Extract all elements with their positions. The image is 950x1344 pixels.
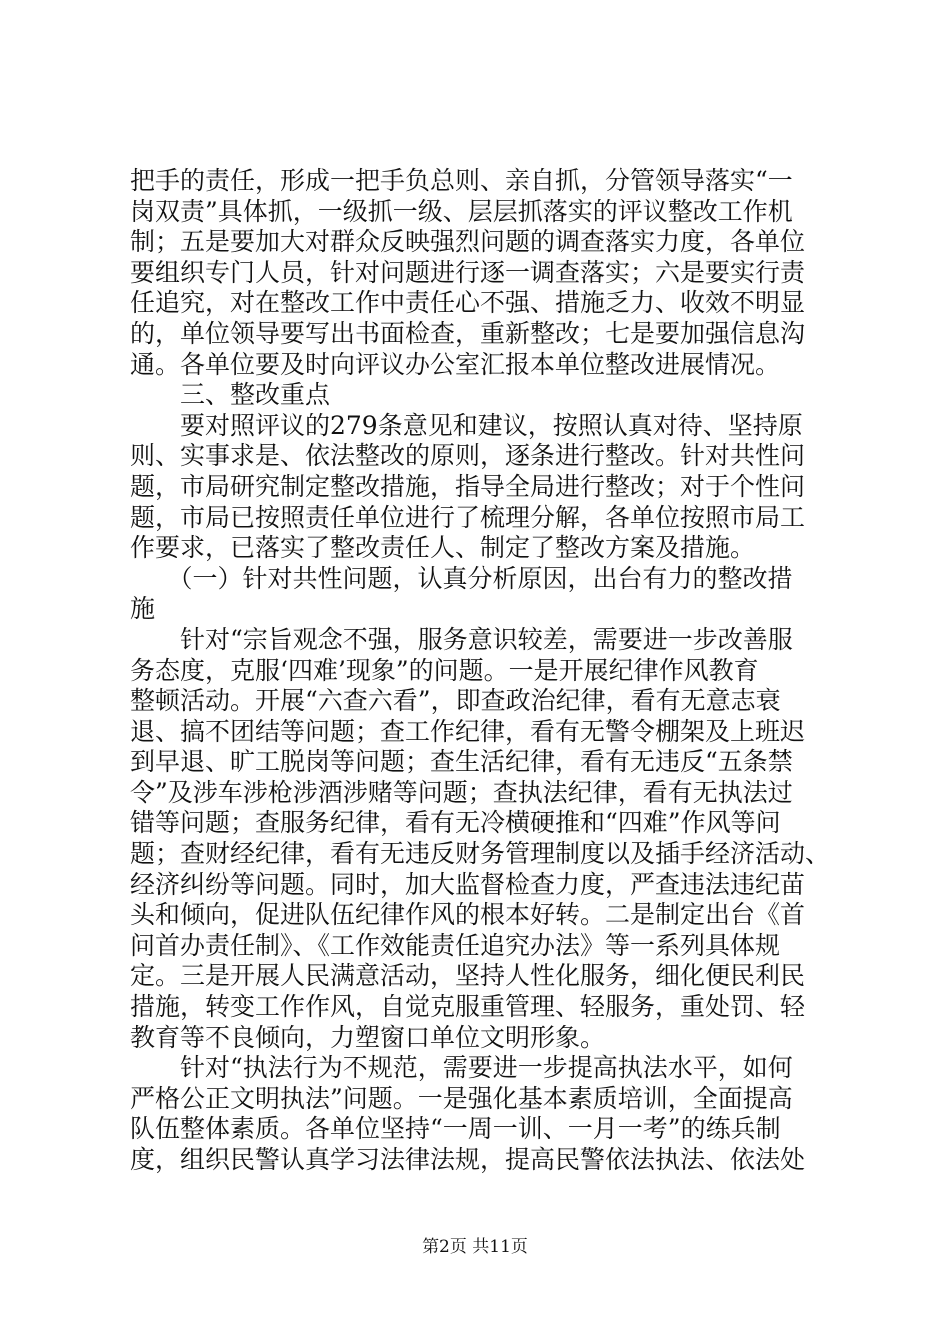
text-line: 退、搞不团结等问题；查工作纪律，看有无警令棚架及上班迟 bbox=[130, 716, 806, 746]
text-line: 问首办责任制》、《工作效能责任追究办法》等一系列具体规 bbox=[130, 930, 781, 960]
text-line: 则、实事求是、依法整改的原则，逐条进行整改。针对共性问 bbox=[130, 441, 806, 471]
text-line: 务态度，克服‘四难’现象”的问题。一是开展纪律作风教育 bbox=[130, 655, 759, 685]
text-line: 作要求，已落实了整改责任人、制定了整改方案及措施。 bbox=[130, 533, 756, 563]
text-line: 制；五是要加大对群众反映强烈问题的调查落实力度，各单位 bbox=[130, 227, 806, 257]
text-line: 的，单位领导要写出书面检查，重新整改；七是要加强信息沟 bbox=[130, 318, 806, 348]
page-number-footer: 第2页 共11页 bbox=[422, 1237, 528, 1257]
document-body bbox=[130, 166, 830, 1176]
text-line: 题，市局已按照责任单位进行了梳理分解，各单位按照市局工 bbox=[130, 502, 806, 532]
text-line: 任追究，对在整改工作中责任心不强、措施乏力、收效不明显 bbox=[130, 288, 806, 318]
text-line: 头和倾向，促进队伍纪律作风的根本好转。二是制定出台《首 bbox=[130, 900, 806, 930]
text-line: 整顿活动。开展“六查六看”，即查政治纪律，看有无意志衰 bbox=[130, 686, 781, 716]
subsection-heading: 施 bbox=[130, 594, 156, 624]
text-line: 到早退、旷工脱岗等问题；查生活纪律，看有无违反“五条禁 bbox=[130, 747, 793, 777]
text-line: 要对照评议的279条意见和建议，按照认真对待、坚持原 bbox=[130, 410, 803, 440]
text-line: 令”及涉车涉枪涉酒涉赌等问题；查执法纪律，看有无执法过 bbox=[130, 777, 793, 807]
text-line: 度，组织民警认真学习法律法规，提高民警依法执法、依法处 bbox=[130, 1145, 806, 1174]
text-line: 定。三是开展人民满意活动，坚持人性化服务，细化便民利民 bbox=[130, 961, 806, 991]
text-line: 教育等不良倾向，力塑窗口单位文明形象。 bbox=[130, 1022, 606, 1052]
text-line: 通。各单位要及时向评议办公室汇报本单位整改进展情况。 bbox=[130, 349, 781, 379]
text-line: 错等问题；查服务纪律，看有无冷横硬推和“四难”作风等问 bbox=[130, 808, 781, 838]
text-line: 要组织专门人员，针对问题进行逐一调查落实；六是要实行责 bbox=[130, 257, 806, 287]
text-line: 题；查财经纪律，看有无违反财务管理制度以及插手经济活动、 bbox=[130, 839, 831, 869]
text-line: 严格公正文明执法”问题。一是强化基本素质培训，全面提高 bbox=[130, 1083, 793, 1113]
text-line: 岗双责”具体抓，一级抓一级、层层抓落实的评议整改工作机 bbox=[130, 196, 793, 226]
text-line: 题，市局研究制定整改措施，指导全局进行整改；对于个性问 bbox=[130, 471, 806, 501]
text-line: 针对“宗旨观念不强，服务意识较差，需要进一步改善服 bbox=[130, 624, 793, 654]
text-line: 措施，转变工作作风，自觉克服重管理、轻服务，重处罚、轻 bbox=[130, 992, 806, 1022]
text-line: 针对“执法行为不规范，需要进一步提高执法水平，如何 bbox=[130, 1053, 793, 1083]
text-line: 队伍整体素质。各单位坚持“一周一训、一月一考”的练兵制 bbox=[130, 1114, 781, 1144]
subsection-heading: （一）针对共性问题，认真分析原因，出台有力的整改措 bbox=[130, 563, 793, 593]
text-line: 把手的责任，形成一把手负总则、亲自抓，分管领导落实“一 bbox=[130, 166, 793, 195]
text-line: 经济纠纷等问题。同时，加大监督检查力度，严查违法违纪苗 bbox=[130, 869, 806, 899]
section-heading: 三、整改重点 bbox=[130, 380, 331, 410]
